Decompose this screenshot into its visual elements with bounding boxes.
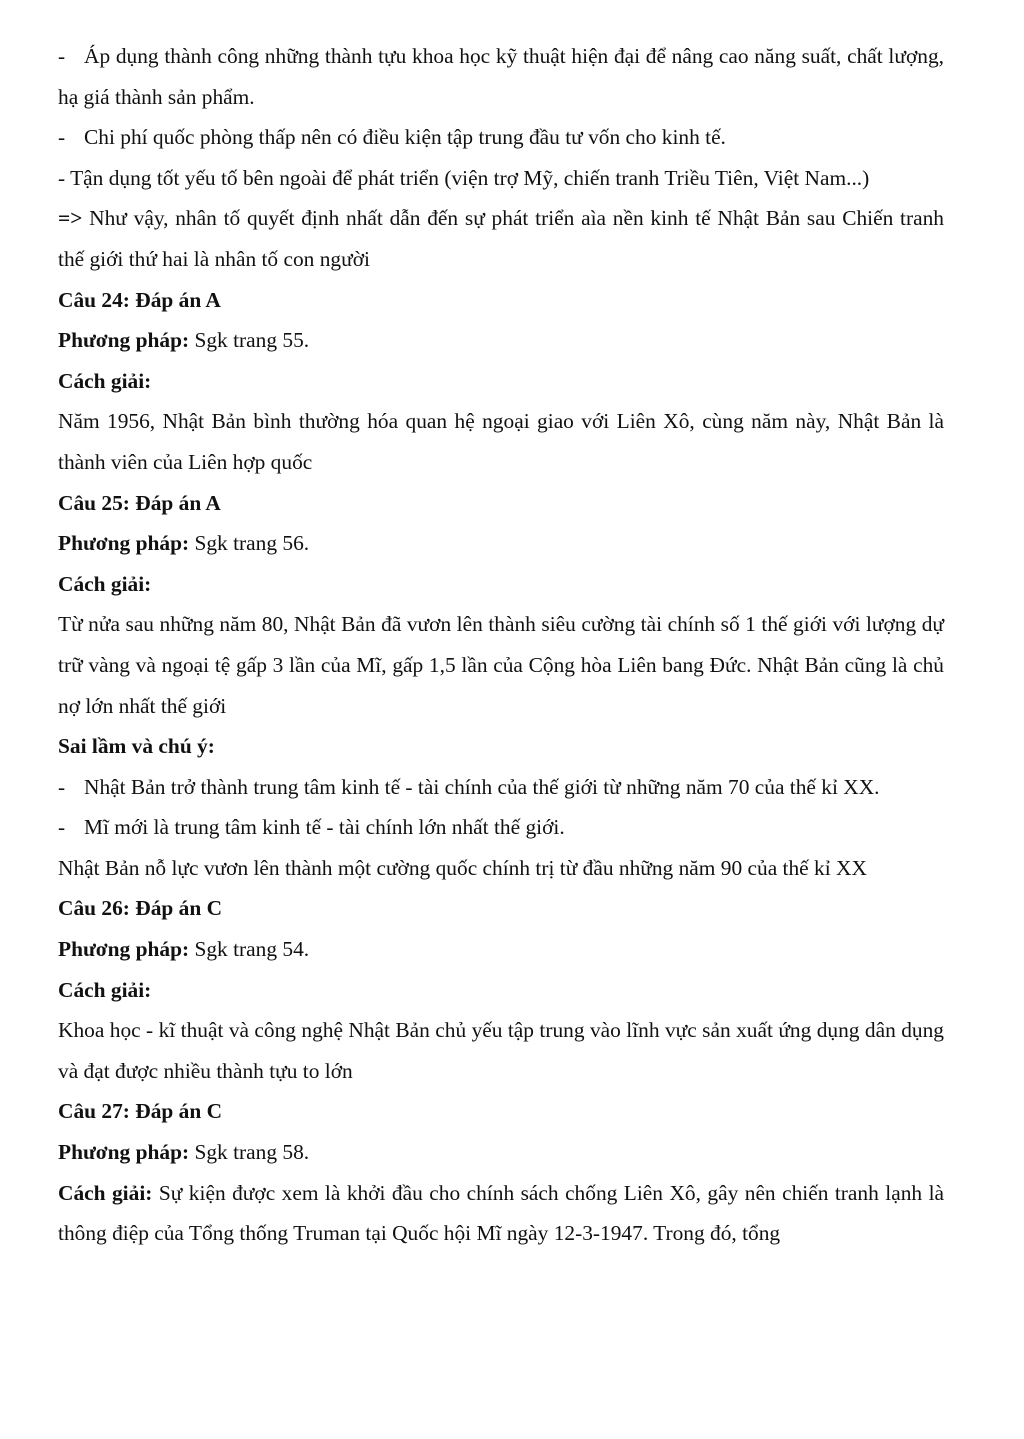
- method-text: Sgk trang 58.: [189, 1140, 310, 1165]
- mistake-item: [58, 807, 944, 848]
- paragraph-text: Áp dụng thành công những thành tựu khoa học kỹ thuật hiện đại để nâng cao năng suất, chất lượng, hạ giá thành sản phẩm.: [58, 44, 944, 109]
- method-text: Sgk trang 54.: [189, 937, 310, 962]
- method-line: [58, 320, 944, 361]
- question-26-heading: Câu 26: Đáp án C: [58, 896, 223, 921]
- paragraph-text: Từ nửa sau những năm 80, Nhật Bản đã vươn lên thành siêu cường tài chính số 1 thế giới với lượng dự trữ vàng và ngoại tệ gấp 3 lần của Mĩ, gấp 1,5 lần của Cộng hòa Liên bang Đức. Nhật Bản cũng là chủ nợ lớn nhất thế giới: [58, 612, 944, 718]
- paragraph-text: Như vậy, nhân tố quyết định nhất dẫn đến sự phát triển aìa nền kinh tế Nhật Bản sau Chiến tranh thế giới thứ hai là nhân tố con người: [58, 206, 944, 271]
- dash-marker: -: [58, 125, 66, 150]
- paragraph-text: Nhật Bản nỗ lực vươn lên thành một cường quốc chính trị từ đầu những năm 90 của thế kỉ XX: [58, 855, 867, 880]
- conclusion-paragraph: [58, 198, 944, 279]
- question-27-heading: Câu 27: Đáp án C: [58, 1099, 223, 1124]
- paragraph-3: - Tận dụng tốt yếu tố bên ngoài để phát triển (viện trợ Mỹ, chiến tranh Triều Tiên, Việt Nam...): [58, 165, 870, 190]
- method-line: [58, 929, 944, 970]
- solution-heading: Cách giải:: [58, 571, 152, 596]
- mistakes-heading: Sai lầm và chú ý:: [58, 734, 215, 759]
- solution-heading: Cách giải:: [58, 368, 152, 393]
- dash-marker: -: [58, 44, 66, 68]
- method-line: [58, 1132, 944, 1173]
- method-label: Phương pháp:: [58, 328, 190, 353]
- dash-marker: -: [58, 815, 66, 840]
- method-label: Phương pháp:: [58, 937, 190, 962]
- question-24-heading: Câu 24: Đáp án A: [58, 287, 221, 312]
- paragraph-text: Năm 1956, Nhật Bản bình thường hóa quan hệ ngoại giao với Liên Xô, cùng năm này, Nhật Bản là thành viên của Liên hợp quốc: [58, 409, 944, 474]
- paragraph-text: Chi phí quốc phòng thấp nên có điều kiện tập trung đầu tư vốn cho kinh tế.: [84, 125, 726, 150]
- dash-marker: -: [58, 774, 66, 799]
- method-line: [58, 523, 944, 564]
- document-page: [58, 36, 944, 1254]
- solution-label: Cách giải:: [58, 1180, 153, 1205]
- paragraph-text: Nhật Bản trở thành trung tâm kinh tế - tài chính của thế giới từ những năm 70 của thế kỉ XX.: [84, 774, 880, 799]
- method-label: Phương pháp:: [58, 1140, 190, 1165]
- paragraph-1: [58, 36, 944, 117]
- method-text: Sgk trang 55.: [189, 328, 310, 353]
- solution-line: [58, 1173, 944, 1254]
- paragraph-text: Sự kiện được xem là khởi đầu cho chính sách chống Liên Xô, gây nên chiến tranh lạnh là thông điệp của Tổng thống Truman tại Quốc hội Mĩ ngày 12-3-1947. Trong đó, tổng: [58, 1180, 945, 1246]
- solution-heading: Cách giải:: [58, 977, 152, 1002]
- paragraph-text: Khoa học - kĩ thuật và công nghệ Nhật Bản chủ yếu tập trung vào lĩnh vực sản xuất ứng dụng dân dụng và đạt được nhiều thành tựu to lớn: [58, 1018, 944, 1083]
- mistake-item: [58, 767, 944, 808]
- paragraph-text: Mĩ mới là trung tâm kinh tế - tài chính lớn nhất thế giới.: [84, 815, 565, 840]
- question-25-heading: Câu 25: Đáp án A: [58, 490, 221, 515]
- method-text: Sgk trang 56.: [189, 531, 310, 556]
- conclusion-arrow: =>: [58, 206, 83, 231]
- paragraph-2: [58, 117, 944, 158]
- method-label: Phương pháp:: [58, 531, 190, 556]
